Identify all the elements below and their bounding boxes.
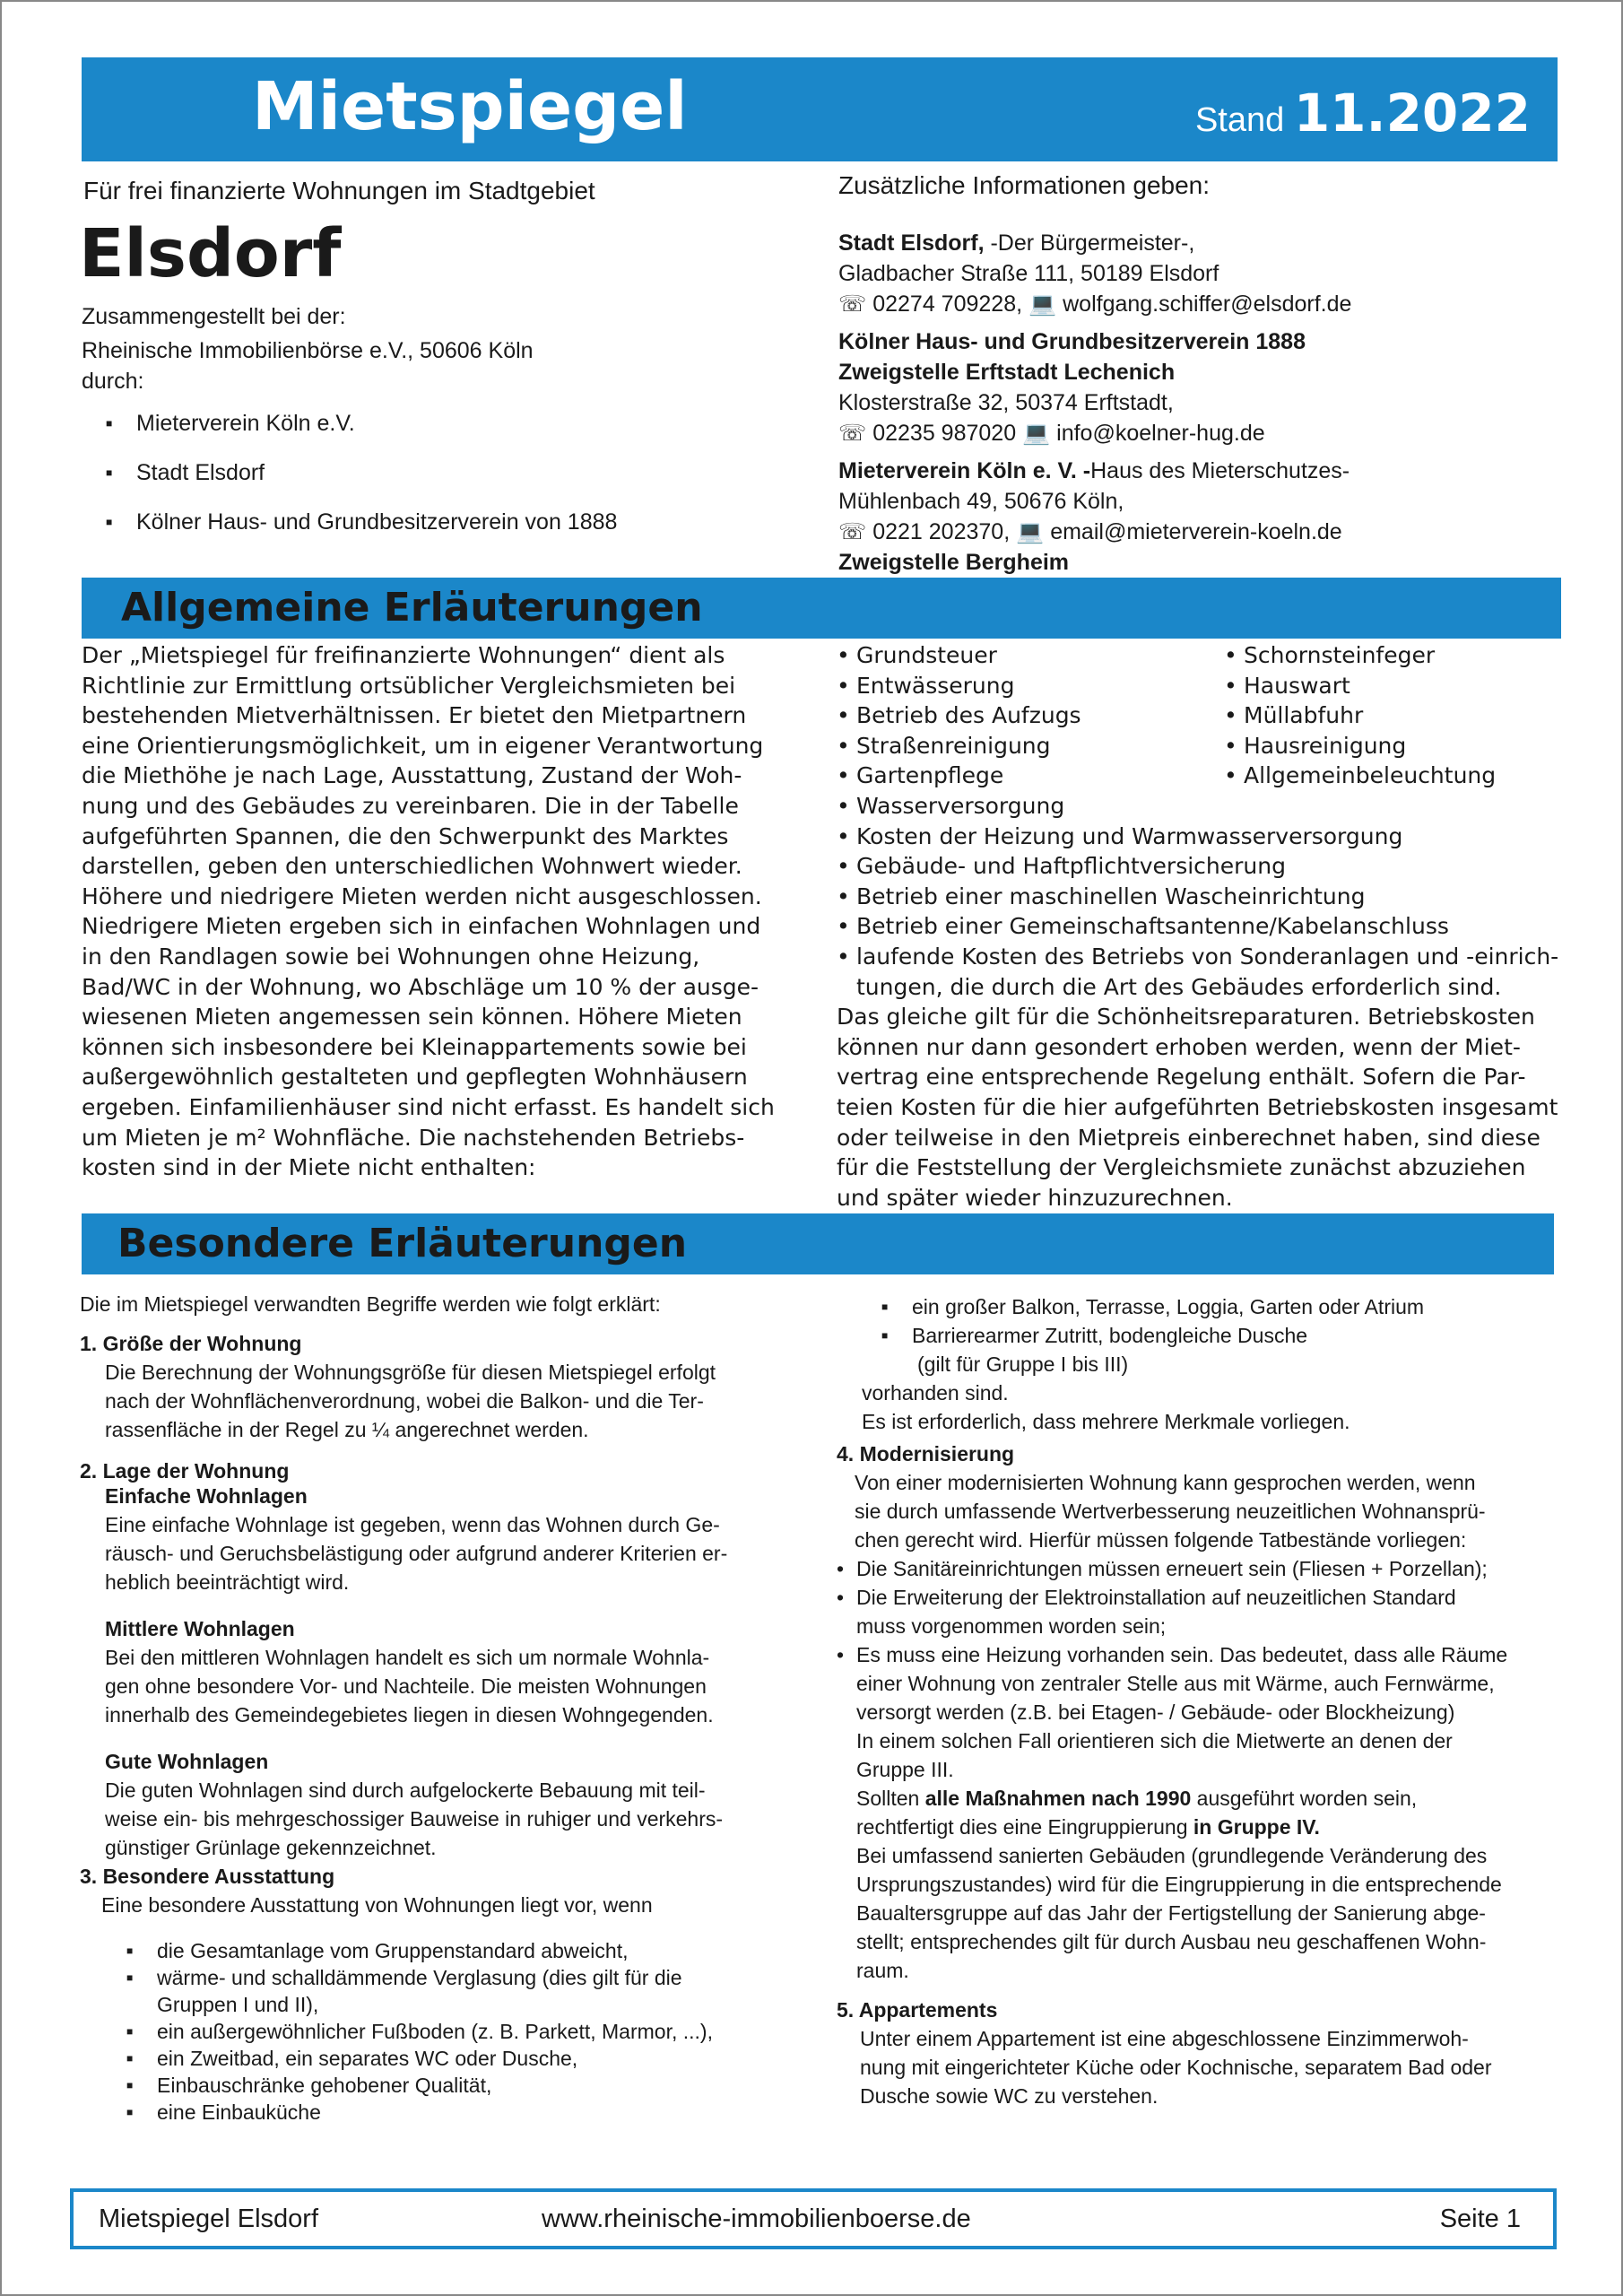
footer-page: Seite 1 — [1439, 2205, 1521, 2233]
text-line: sie durch umfassende Wertverbesserung neuzeitlichen Wohnansprü- — [855, 1500, 1486, 1523]
city-title: Elsdorf — [79, 215, 342, 292]
text-line: die Miethöhe je nach Lage, Ausstattung, Zustand der Woh- — [82, 762, 742, 789]
section-heading: 4. Modernisierung — [837, 1442, 1015, 1465]
footer — [70, 2188, 1557, 2249]
text-line: und später wieder hinzuzurechnen. — [837, 1184, 1233, 1211]
contact-address: Mühlenbach 49, 50676 Köln, — [838, 489, 1124, 514]
text-line: kosten sind in der Miete nicht enthalten: — [82, 1154, 536, 1181]
list-item: • Entwässerung — [837, 671, 1213, 701]
list-item: • laufende Kosten des Betriebs von Sonderanlagen und -einrich- — [837, 942, 1572, 972]
s3-intro: Eine besondere Ausstattung von Wohnungen liegt vor, wenn — [101, 1893, 653, 1917]
contact-phone: 0221 202370, — [872, 519, 1011, 544]
stand-label: Stand — [1194, 101, 1285, 139]
list-item: ■ Stadt Elsdorf — [106, 457, 787, 488]
list-item: ■ ein großer Balkon, Terrasse, Loggia, Garten oder Atrium — [881, 1292, 1563, 1321]
s5-text — [837, 2024, 1563, 2110]
text-line: oder teilweise in den Mietpreis einberechnet haben, sind diese — [837, 1124, 1541, 1151]
text-line: heblich beeinträchtigt wird. — [105, 1570, 350, 1594]
s4-p4 — [837, 1841, 1563, 1985]
s2c-text — [80, 1776, 833, 1862]
line: muss vorgenommen worden sein; — [856, 1614, 1167, 1638]
phone-icon: ☏ — [838, 519, 867, 544]
stand-date — [1195, 83, 1531, 144]
list-item: ■ Mieterverein Köln e.V. — [106, 408, 787, 439]
text-line: gen ohne besondere Vor- und Nachteile. Die meisten Wohnungen — [105, 1674, 707, 1698]
text-line: für die Feststellung der Vergleichsmiete zunächst abzuziehen — [837, 1154, 1526, 1181]
text-line: Ursprungszustandes) wird für die Eingruppierung in die entsprechende — [856, 1873, 1502, 1896]
text-line: In einem solchen Fall orientieren sich die Mietwerte an denen der — [856, 1729, 1453, 1752]
s4-p3-bold: in Gruppe IV. — [1193, 1815, 1320, 1839]
text-line: Unter einem Appartement ist eine abgeschlossene Einzimmerwoh- — [860, 2027, 1469, 2050]
contact-phone-line — [838, 517, 1556, 547]
section-banner-besondere — [82, 1213, 1554, 1274]
s4-p2 — [837, 1784, 1563, 1813]
list-item-continuation: Gruppen I und II), — [157, 1993, 319, 2016]
text-line: vertrag eine entsprechende Regelung enthält. Sofern die Par- — [837, 1064, 1526, 1091]
text-line: raum. — [856, 1959, 909, 1982]
compiled-org: Rheinische Immobilienbörse e.V., 50606 Köln — [82, 338, 534, 363]
section-heading: 2. Lage der Wohnung — [80, 1459, 290, 1483]
text-line: Bad/WC in der Wohnung, wo Abschläge um 10 % der ausge- — [82, 973, 759, 1000]
text-line: bestehenden Mietverhältnissen. Er bietet den Mietpartnern — [82, 702, 747, 729]
text-line: Niedrigere Mieten ergeben sich in einfachen Wohnlagen und — [82, 913, 761, 940]
section-title: Besondere Erläuterungen — [117, 1221, 688, 1266]
list-item: ■ wärme- und schalldämmende Verglasung (dies gilt für die — [126, 1964, 833, 1991]
compiled-block — [82, 301, 799, 396]
text-line: Das gleiche gilt für die Schönheitsreparaturen. Betriebskosten — [837, 1004, 1535, 1031]
s4-p2-bold: alle Maßnahmen nach 1990 — [924, 1787, 1192, 1810]
list-item: • Allgemeinbeleuchtung — [1224, 761, 1547, 791]
text-line: chen gerecht wird. Hierfür müssen folgende Tatbestände vorliegen: — [855, 1528, 1467, 1552]
text-line: weise ein- bis mehrgeschossiger Bauweise in ruhiger und verkehrs- — [105, 1807, 724, 1831]
section-heading: 5. Appartements — [837, 1998, 998, 2022]
list-item: ■ eine Einbauküche — [126, 2099, 833, 2126]
s3-right-list — [837, 1292, 1563, 1350]
s3-list — [80, 1937, 833, 2126]
costs-columns — [837, 640, 1572, 791]
list-item: • Betrieb einer Gemeinschaftsantenne/Kabelanschluss — [837, 911, 1572, 942]
contact-name: Stadt Elsdorf, — [838, 230, 985, 256]
costs-full-list — [837, 791, 1572, 972]
contact-email[interactable]: wolfgang.schiffer@elsdorf.de — [1063, 291, 1352, 317]
list-item: ■ ein außergewöhnlicher Fußboden (z. B. Parkett, Marmor, ...), — [126, 2018, 833, 2045]
list-item: • Gebäude- und Haftpflichtversicherung — [837, 851, 1572, 882]
text-line: darstellen, geben den unterschiedlichen Wohnwert wieder. — [82, 853, 742, 880]
contacts-heading: Zusätzliche Informationen geben: — [838, 171, 1211, 199]
s2a-text — [80, 1510, 833, 1596]
subsection-heading: Einfache Wohnlagen — [105, 1484, 308, 1508]
contact-stadt — [838, 228, 1556, 258]
s1-text — [80, 1358, 833, 1444]
contact-phone: 02235 987020 — [872, 421, 1017, 446]
contact-branch: Zweigstelle Erftstadt Lechenich — [838, 360, 1176, 385]
section-banner-allgemein — [82, 578, 1561, 639]
costs-col1 — [837, 640, 1213, 791]
subsection-heading: Mittlere Wohnlagen — [105, 1617, 295, 1640]
list-item: • Betrieb des Aufzugs — [837, 700, 1213, 731]
text-line: Von einer modernisierten Wohnung kann gesprochen werden, wenn — [855, 1471, 1476, 1494]
s4-p3 — [837, 1813, 1563, 1841]
contact-branch: Zweigstelle Bergheim — [838, 550, 1070, 575]
list-item: ■ die Gesamtanlage vom Gruppenstandard abweicht, — [126, 1937, 833, 1964]
stand-value: 11.2022 — [1293, 83, 1531, 144]
list-item: ■ ein Zweitbad, ein separates WC oder Dusche, — [126, 2045, 833, 2072]
list-item: • Hauswart — [1224, 671, 1547, 701]
s4-intro — [837, 1468, 1563, 1554]
list-item: ■ Kölner Haus- und Grundbesitzerverein von 1888 — [106, 507, 787, 537]
besondere-left — [80, 1290, 833, 2126]
text-line: Richtlinie zur Ermittlung ortsüblicher Vergleichsmieten bei — [82, 672, 736, 699]
s4-list — [837, 1554, 1563, 1784]
list-item: • Straßenreinigung — [837, 731, 1213, 761]
computer-icon: 💻 — [1022, 421, 1051, 446]
computer-icon: 💻 — [1028, 291, 1057, 317]
contact-phone-line — [838, 289, 1556, 319]
text-line: in den Randlagen sowie bei Wohnungen ohne Heizung, — [82, 943, 700, 970]
by-label: durch: — [82, 369, 144, 394]
text-line: räusch- und Geruchsbelästigung oder aufgrund anderer Kriterien er- — [105, 1542, 728, 1565]
text-line: ergeben. Einfamilienhäuser sind nicht erfasst. Es handelt sich — [82, 1093, 775, 1120]
contacts-block — [838, 170, 1556, 608]
text-line: wiesenen Mieten angemessen sein können. Höhere Mieten — [82, 1004, 742, 1031]
phone-icon: ☏ — [838, 291, 867, 317]
contact-mieter — [838, 456, 1556, 486]
allgemein-left-text — [82, 640, 817, 1183]
contact-name: Mieterverein Köln e. V. - — [838, 458, 1091, 483]
list-item: • Wasserversorgung — [837, 791, 1572, 822]
contact-role: -Der Bürgermeister-, — [984, 230, 1195, 256]
allgemein-right-text — [837, 640, 1572, 1213]
list-item: • Schornsteinfeger — [1224, 640, 1547, 671]
list-item: • Kosten der Heizung und Warmwasserversorgung — [837, 822, 1572, 852]
list-item: • Hausreinigung — [1224, 731, 1547, 761]
contact-address: Klosterstraße 32, 50374 Erftstadt, — [838, 390, 1174, 415]
text-line: können sich insbesondere bei Kleinappartements sowie bei — [82, 1033, 747, 1060]
text-line: • Es muss eine Heizung vorhanden sein. Das bedeutet, dass alle Räume — [856, 1643, 1508, 1666]
list-item: • Betrieb einer maschinellen Wascheinrichtung — [837, 882, 1572, 912]
text-line: können nur dann gesondert erhoben werden, wenn der Miet- — [837, 1033, 1521, 1060]
contact-address: Gladbacher Straße 111, 50189 Elsdorf — [838, 261, 1219, 286]
subsection-heading: Gute Wohnlagen — [105, 1750, 269, 1773]
s3-tail: vorhanden sind. — [862, 1381, 1009, 1405]
contact-name: Kölner Haus- und Grundbesitzerverein 1888 — [838, 329, 1306, 354]
title-banner — [82, 57, 1558, 161]
list-item-continuation: (gilt für Gruppe I bis III) — [917, 1352, 1129, 1376]
text-line: Die Berechnung der Wohnungsgröße für diesen Mietspiegel erfolgt — [105, 1361, 716, 1384]
text-line: teien Kosten für die hier aufgeführten Betriebskosten insgesamt — [837, 1093, 1558, 1120]
section-heading: 3. Besondere Ausstattung — [80, 1865, 335, 1888]
contact-phone-line — [838, 418, 1556, 448]
text-line: Die guten Wohnlagen sind durch aufgelockerte Bebauung mit teil- — [105, 1779, 706, 1802]
contact-email[interactable]: email@mieterverein-koeln.de — [1050, 519, 1342, 544]
text-line: nung mit eingerichteter Küche oder Kochnische, separatem Bad oder — [860, 2056, 1492, 2079]
text-line: Höhere und niedrigere Mieten werden nicht ausgeschlossen. — [82, 883, 762, 909]
compiled-label: Zusammengestellt bei der: — [82, 304, 346, 329]
s4-p2-text: ausgeführt worden sein, — [1191, 1787, 1418, 1810]
intro-text: Die im Mietspiegel verwandten Begriffe werden wie folgt erklärt: — [80, 1292, 661, 1316]
text-line: eine Orientierungsmöglichkeit, um in eigener Verantwortung — [82, 732, 764, 759]
besondere-right — [837, 1292, 1563, 2110]
text-line: rassenfläche in der Regel zu ¼ angerechnet werden. — [105, 1418, 589, 1441]
line: Die Erweiterung der Elektroinstallation auf neuzeitlichen Standard — [856, 1586, 1456, 1609]
contact-role: Haus des Mieterschutzes- — [1090, 458, 1350, 483]
text-line: außergewöhnlich gestalteten und gepflegten Wohnhäusern — [82, 1064, 748, 1091]
text-line: nach der Wohnflächenverordnung, wobei die Balkon- und die Ter- — [105, 1389, 704, 1413]
phone-icon: ☏ — [838, 421, 867, 446]
footer-left: Mietspiegel Elsdorf — [99, 2205, 318, 2233]
page-title: Mietspiegel — [252, 68, 688, 145]
list-item: ■ Barrierearmer Zutritt, bodengleiche Dusche — [881, 1321, 1563, 1350]
text-line: Bei den mittleren Wohnlagen handelt es sich um normale Wohnla- — [105, 1646, 710, 1669]
text-line: versorgt werden (z.B. bei Etagen- / Gebäude- oder Blockheizung) — [856, 1700, 1455, 1724]
text-line: Gruppe III. — [856, 1758, 954, 1781]
section-title: Allgemeine Erläuterungen — [121, 585, 703, 631]
text-line: Baualtersgruppe auf das Jahr der Fertigstellung der Sanierung abge- — [856, 1901, 1486, 1925]
text-line: Eine einfache Wohnlage ist gegeben, wenn das Wohnen durch Ge- — [105, 1513, 720, 1536]
text-line: stellt; entsprechendes gilt für durch Ausbau neu geschaffenen Wohn- — [856, 1930, 1487, 1953]
costs-continuation: tungen, die durch die Art des Gebäudes erforderlich sind. — [856, 973, 1502, 1000]
footer-url[interactable]: www.rheinische-immobilienboerse.de — [542, 2205, 971, 2233]
text-line: einer Wohnung von zentraler Stelle aus mit Wärme, auch Fernwärme, — [856, 1672, 1495, 1695]
allgemein-right-paragraph — [837, 1002, 1572, 1213]
text-line: innerhalb des Gemeindegebietes liegen in diesen Wohngegenden. — [105, 1703, 714, 1726]
text-line: nung und des Gebäudes zu vereinbaren. Die in der Tabelle — [82, 792, 739, 819]
s4-p2-text: Sollten — [856, 1787, 925, 1810]
list-item: • Grundsteuer — [837, 640, 1213, 671]
s2b-text — [80, 1643, 833, 1729]
computer-icon: 💻 — [1016, 519, 1045, 544]
list-item: • Müllabfuhr — [1224, 700, 1547, 731]
list-item: • Gartenpflege — [837, 761, 1213, 791]
list-item — [837, 1640, 1563, 1784]
text-line: Der „Mietspiegel für freifinanzierte Wohnungen“ dient als — [82, 642, 725, 668]
partner-list — [106, 408, 787, 537]
costs-col2 — [1224, 640, 1547, 791]
list-item: • Die Sanitäreinrichtungen müssen erneuert sein (Fliesen + Porzellan); — [837, 1554, 1563, 1583]
list-item — [837, 1583, 1563, 1640]
text-line: günstiger Grünlage gekennzeichnet. — [105, 1836, 437, 1859]
text-line: Bei umfassend sanierten Gebäuden (grundlegende Veränderung des — [856, 1844, 1488, 1867]
list-item: ■ Einbauschränke gehobener Qualität, — [126, 2072, 833, 2099]
text-line: aufgeführten Spannen, die den Schwerpunkt des Marktes — [82, 822, 729, 849]
section-heading: 1. Größe der Wohnung — [80, 1332, 302, 1355]
contact-phone: 02274 709228, — [872, 291, 1023, 317]
s4-p3-text: rechtfertigt dies eine Eingruppierung — [856, 1815, 1193, 1839]
text-line: um Mieten je m² Wohnfläche. Die nachstehenden Betriebs- — [82, 1124, 745, 1151]
text-line: Dusche sowie WC zu verstehen. — [860, 2084, 1159, 2108]
subtitle: Für frei finanzierte Wohnungen im Stadtgebiet — [83, 177, 595, 204]
contact-email[interactable]: info@koelner-hug.de — [1056, 421, 1265, 446]
s3-tail: Es ist erforderlich, dass mehrere Merkmale vorliegen. — [862, 1410, 1350, 1433]
